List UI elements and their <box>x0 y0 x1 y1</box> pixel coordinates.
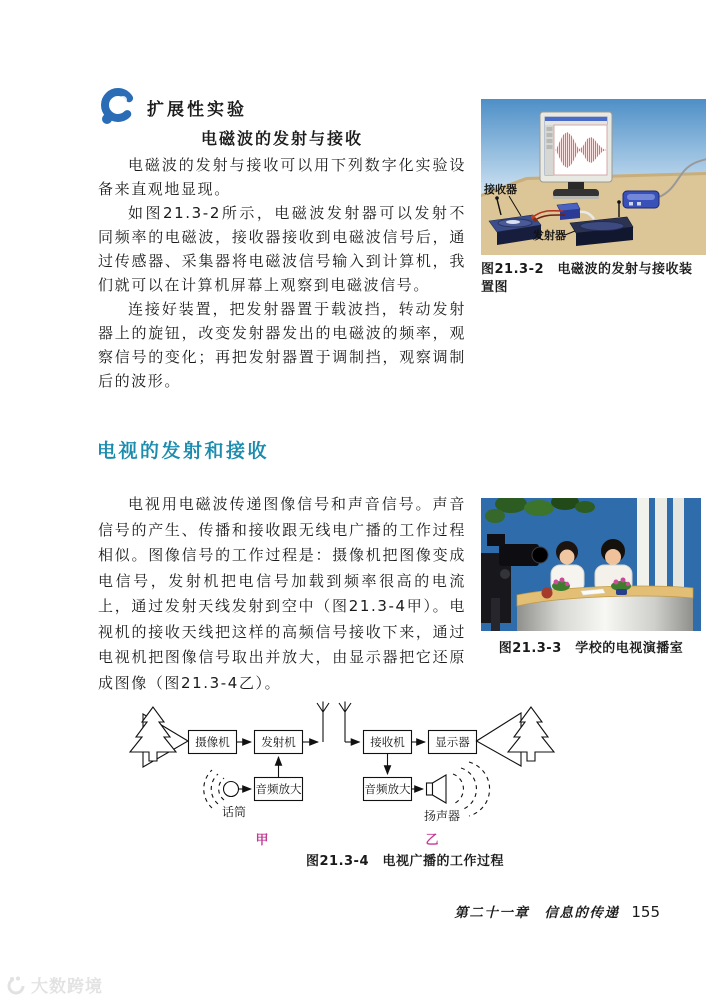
display-view-cone <box>477 713 522 766</box>
tv-broadcast-diagram <box>95 700 715 854</box>
paragraph-3: 连接好装置，把发射器置于载波挡，转动发射器上的旋钮，改变发射器发出的电磁波的频率，观察信号的变化；再把发射器置于调制挡，观察调制后的波形。 <box>98 300 466 390</box>
figure2-caption: 图21.3-3 学校的电视演播室 <box>498 641 684 656</box>
experiment-title: 扩展性实验 <box>147 99 247 120</box>
footer-chapter-title: 第二十一章 信息的传递 <box>454 905 620 921</box>
footer-page-number: 155 <box>631 903 660 921</box>
diagram-label-jia: 甲 <box>255 833 269 848</box>
experiment-subtitle: 电磁波的发射与接收 <box>200 129 363 148</box>
transmitting-antenna-icon <box>317 702 329 743</box>
speaker-label: 扬声器 <box>423 809 461 823</box>
paragraph-1: 电磁波的发射与接收可以用下列数字化实验设备来直观地显现。 <box>98 156 466 198</box>
experiment-badge-icon <box>96 86 138 128</box>
sound-waves-mic <box>204 770 224 808</box>
transmitter-photo-label: 发射器 <box>533 229 566 242</box>
diagram-label-yi: 乙 <box>425 833 439 848</box>
experiment-header <box>96 86 247 128</box>
receiver-box-label: 接收机 <box>370 735 405 749</box>
sound-waves-speaker <box>453 762 490 816</box>
display-box-label: 显示器 <box>435 735 470 749</box>
audio-amp-rx-label: 音频放大 <box>364 782 411 796</box>
tree-left <box>130 707 176 761</box>
paragraph-4: 电视用电磁波传递图像信号和声音信号。声音信号的产生、传播和接收跟无线电广播的工作过程相似。图像信号的工作过程是：摄像机把图像变成电信号，发射机把电信号加载到频率很高的电流上，通过发射天线发射到空中（图21.3-4甲）。电视机的接收天线把这样的高频信号接收下来，通过电视机把图像信号取出并放大，由显示器把它还原成图像（图21.3-4乙）。 <box>98 495 466 692</box>
receiver-photo-label: 接收器 <box>484 183 517 196</box>
speaker-icon <box>427 775 447 803</box>
tree-right <box>508 707 554 761</box>
watermark-logo-icon <box>6 975 26 995</box>
body-text-column-2 <box>98 492 466 696</box>
audio-amp-tx-label: 音频放大 <box>255 782 302 796</box>
microphone-icon <box>224 782 239 797</box>
figure3-caption: 图21.3-4 电视广播的工作过程 <box>305 854 505 869</box>
page-footer <box>454 901 660 921</box>
paragraph-2: 如图21.3-2所示，电磁波发射器可以发射不同频率的电磁波，接收器接收到电磁波信号后，通过传感器、采集器将电磁波信号输入到计算机，我们就可以在计算机屏幕上观察到电磁波信号。 <box>98 204 466 294</box>
microphone-label: 话筒 <box>221 805 247 819</box>
watermark-text: 大数跨境 <box>31 977 103 997</box>
section-heading: 电视的发射和接收 <box>97 440 270 462</box>
receiving-antenna-icon <box>339 702 351 743</box>
camera-box-label: 摄像机 <box>195 735 230 749</box>
body-text-column-1 <box>98 153 466 393</box>
transmitter-box-label: 发射机 <box>261 735 296 749</box>
figure-studio-photo <box>481 498 701 635</box>
figure-apparatus-photo <box>481 99 706 259</box>
figure1-caption: 图21.3-2 电磁波的发射与接收装置图 <box>481 262 693 295</box>
watermark <box>6 972 103 997</box>
